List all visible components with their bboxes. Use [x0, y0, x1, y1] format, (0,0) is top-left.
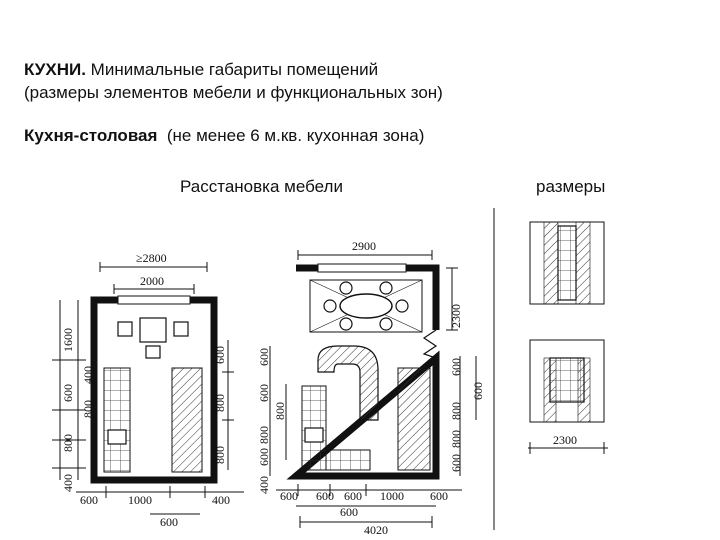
size-grid-bottom [550, 358, 584, 402]
plan2-sink [305, 428, 323, 442]
plan1-dim: 600 [213, 346, 227, 364]
sizes-label: размеры [536, 177, 606, 196]
plan2-dim: 1000 [380, 489, 404, 503]
plan1 [52, 262, 244, 514]
size-grid-top [558, 226, 576, 300]
plan1-dim: ≥2800 [136, 251, 167, 265]
plan2-chair [340, 318, 352, 330]
plan2-dim: 600 [316, 489, 334, 503]
plan1-dim: 800 [213, 394, 227, 412]
sizes-dim: 2300 [553, 433, 577, 447]
plan2-dim: 600 [257, 384, 271, 402]
plan1-dim: 400 [81, 366, 95, 384]
plan1-chair [118, 322, 132, 336]
plan2-chair [380, 282, 392, 294]
plan2-right-counter [398, 368, 430, 470]
subheading-rest: (не менее 6 м.кв. кухонная зона) [157, 126, 425, 145]
plan2-dim: 600 [340, 505, 358, 519]
plan2-dim: 600 [344, 489, 362, 503]
plan1-left-counter [104, 368, 130, 472]
plan1-dim: 800 [61, 434, 75, 452]
plan2-dim: 800 [449, 430, 463, 448]
plan2-chair [380, 318, 392, 330]
plan2-dim: 600 [257, 348, 271, 366]
plan2-chair [396, 300, 408, 312]
plan1-dim: 800 [81, 400, 95, 418]
plan1-chair [146, 346, 160, 358]
plan2-dim: 4020 [364, 523, 388, 537]
plan2-dim: 2300 [449, 304, 463, 328]
plan1-dim: 600 [80, 493, 98, 507]
plan2-dim: 400 [257, 476, 271, 494]
plan2-dim: 600 [257, 448, 271, 466]
plan2-dim: 2900 [352, 239, 376, 253]
plan2-dim: 600 [449, 358, 463, 376]
plan2-chair [340, 282, 352, 294]
heading-line2: (размеры элементов мебели и функциональных зон) [24, 83, 443, 102]
plan1-chair [174, 322, 188, 336]
plan2-dim: 600 [430, 489, 448, 503]
plan2-dim: 800 [273, 402, 287, 420]
plan2-bar-counter [318, 346, 378, 420]
subheading-bold: Кухня-столовая [24, 126, 158, 145]
plan1-dim: 400 [61, 474, 75, 492]
plan2-dim: 600 [449, 454, 463, 472]
plan1-table [140, 318, 166, 342]
plan1-dim: 600 [61, 384, 75, 402]
plan1-dim: 600 [160, 515, 178, 529]
plan2-table [340, 294, 392, 318]
sizes-diagrams [528, 222, 608, 454]
plan1-dim: 400 [212, 493, 230, 507]
plan2-door [424, 330, 436, 358]
plan1-dim: 2000 [140, 274, 164, 288]
plan2-chair [324, 300, 336, 312]
plan2-dim: 800 [257, 426, 271, 444]
heading-bold: КУХНИ. [24, 60, 86, 79]
plan1-dim: 1000 [128, 493, 152, 507]
plan2-dim: 600 [280, 489, 298, 503]
furniture-label: Расстановка мебели [180, 177, 343, 196]
plan1-sink [108, 430, 126, 444]
plan2-dim: 600 [471, 382, 485, 400]
plan1-dim: 800 [213, 446, 227, 464]
plan1-dim: 1600 [61, 328, 75, 352]
plan2-dim: 800 [449, 402, 463, 420]
heading-rest: Минимальные габариты помещений [85, 60, 379, 79]
plan2-bottom-counter [326, 450, 370, 470]
plan1-window [118, 296, 190, 304]
plan2-window [318, 264, 406, 272]
plan1-right-counter [172, 368, 202, 472]
plan2 [270, 250, 476, 528]
